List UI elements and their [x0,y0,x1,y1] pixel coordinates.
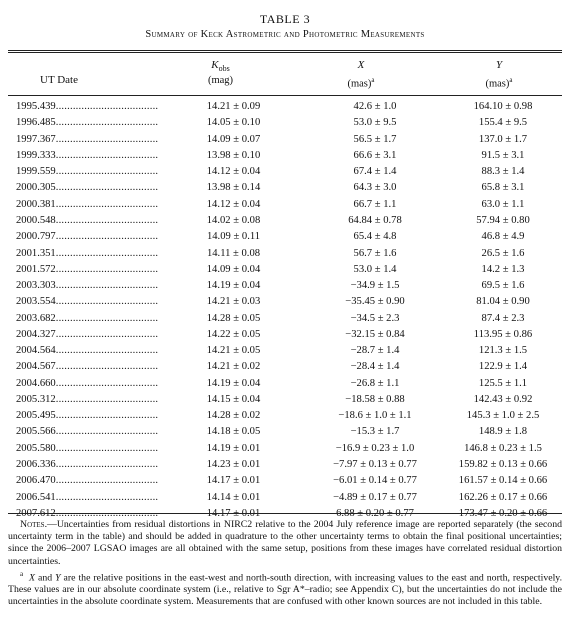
header-ut-date: UT Date [40,74,78,86]
date-value: 2003.554 [16,296,56,308]
cell-k: 14.11 ± 0.08 [206,247,261,259]
header-y [440,58,558,72]
date-value: 2004.567 [16,361,56,373]
dot-leader: .................................... [55,312,159,324]
cell-k: 13.98 ± 0.14 [206,182,261,194]
cell-x: −18.58 ± 0.88 [345,393,405,405]
footnote-text: are the relative positions in the east-west and north-south direction, with increasing values to the east and north, respectively. These values are in our absolute coordinate system (i.e., relative to Sgr A*–radio; see Appendix C), but the uncertainties do not include the uncertainties in the absolute coordinate system. Measurements that are confused with other known sources are not included in this table. [8,572,563,608]
dot-leader: .................................... [55,149,159,161]
cell-y: 173.47 ± 0.20 ± 0.66 [458,507,548,519]
cell-y: 164.10 ± 0.98 [473,101,533,113]
cell-k: 14.21 ± 0.02 [206,361,261,373]
cell-x: −6.01 ± 0.14 ± 0.77 [333,475,417,487]
footnote-marker: a [20,569,24,578]
cell-k: 14.23 ± 0.01 [206,458,261,470]
cell-date [8,457,161,473]
header-k-sub: obs [218,64,230,74]
cell-y: 122.9 ± 1.4 [478,361,528,373]
date-value: 2004.660 [16,377,56,389]
cell-y: 46.8 ± 4.9 [481,231,525,243]
cell-date [8,164,161,180]
cell-date [8,392,161,408]
header-y-sup: a [509,76,513,84]
date-value: 1996.485 [16,117,56,129]
cell-y: 121.3 ± 1.5 [478,345,528,357]
header-y-label: Y [495,59,503,71]
table-row [8,148,562,164]
cell-k: 14.17 ± 0.01 [206,475,261,487]
cell-date [8,213,161,229]
table-row [8,441,562,457]
dot-leader: .................................... [55,475,159,487]
cell-k: 14.22 ± 0.05 [206,328,261,340]
dot-leader: .................................... [55,182,159,194]
cell-y: 57.94 ± 0.80 [476,214,530,226]
date-value: 2001.351 [16,247,56,259]
cell-date [8,424,161,440]
cell-x: 64.3 ± 3.0 [353,182,397,194]
cell-y: 145.3 ± 1.0 ± 2.5 [466,410,540,422]
cell-k: 14.19 ± 0.04 [206,377,261,389]
cell-y: 155.4 ± 9.5 [478,117,528,129]
dot-leader: .................................... [55,198,159,210]
date-value: 2006.470 [16,475,56,487]
date-value: 1995.439 [16,101,56,113]
cell-k: 14.09 ± 0.11 [206,231,261,243]
header-x [292,58,430,72]
table-row [8,457,562,473]
date-value: 2004.564 [16,345,56,357]
dot-leader: .................................... [55,393,159,405]
dot-leader: .................................... [55,426,159,438]
notes-dash: — [47,519,57,530]
cell-date [8,148,161,164]
dot-leader: .................................... [55,507,159,519]
cell-x: 65.4 ± 4.8 [353,231,397,243]
cell-y: 159.82 ± 0.13 ± 0.66 [458,458,548,470]
cell-date [8,278,161,294]
cell-k: 14.18 ± 0.05 [206,426,261,438]
cell-k: 14.21 ± 0.09 [206,101,261,113]
cell-date [8,441,161,457]
cell-y: 14.2 ± 1.3 [481,263,525,275]
cell-y: 65.8 ± 3.1 [481,182,525,194]
dot-leader: .................................... [55,280,159,292]
cell-y: 148.9 ± 1.8 [478,426,528,438]
cell-x: −15.3 ± 1.7 [350,426,400,438]
cell-k: 14.19 ± 0.01 [206,442,261,454]
header-y-unit-wrap [440,74,558,91]
cell-date [8,473,161,489]
cell-x: 56.7 ± 1.6 [353,247,397,259]
notes-paragraph [8,519,562,568]
header-x-unit-wrap [292,74,430,91]
table-row [8,115,562,131]
date-value: 2001.572 [16,263,56,275]
table-row [8,310,562,326]
table-row [8,489,562,505]
table-number: TABLE 3 [259,12,311,26]
table-row [8,327,562,343]
table-row [8,180,562,196]
cell-x: 66.6 ± 3.1 [353,149,397,161]
date-value: 2003.682 [16,312,56,324]
table-row [8,99,562,115]
table-row [8,294,562,310]
table-row [8,392,562,408]
dot-leader: .................................... [55,361,159,373]
cell-date [8,408,161,424]
cell-date [8,327,161,343]
notes-label: Notes. [20,519,48,530]
cell-y: 162.26 ± 0.17 ± 0.66 [458,491,548,503]
footnote-a [8,568,562,609]
cell-x: 53.0 ± 1.4 [353,263,397,275]
date-value: 2006.541 [16,491,56,503]
cell-y: 87.4 ± 2.3 [481,312,525,324]
date-value: 2007.612 [16,507,56,519]
cell-x: 56.5 ± 1.7 [353,133,397,145]
dot-leader: .................................... [55,328,159,340]
cell-x: −28.4 ± 1.4 [350,361,400,373]
cell-y: 88.3 ± 1.4 [481,166,525,178]
table-notes [8,519,562,609]
table-row [8,473,562,489]
date-value: 2000.381 [16,198,56,210]
dot-leader: .................................... [55,377,159,389]
dot-leader: .................................... [55,117,159,129]
bottom-rule [8,513,562,514]
table-caption: Summary of Keck Astrometric and Photometric Measurements [145,29,425,40]
date-value: 1999.333 [16,149,56,161]
cell-k: 14.02 ± 0.08 [206,214,261,226]
table-row [8,408,562,424]
cell-y: 26.5 ± 1.6 [481,247,525,259]
date-value: 2006.336 [16,458,56,470]
cell-y: 91.5 ± 3.1 [481,149,525,161]
date-value: 2005.495 [16,410,56,422]
cell-y: 113.95 ± 0.86 [473,328,533,340]
date-value: 2005.580 [16,442,56,454]
cell-x: 64.84 ± 0.78 [348,214,402,226]
cell-date [8,115,161,131]
date-value: 2003.303 [16,280,56,292]
header-rule [8,95,562,96]
measurements-table [8,99,562,522]
cell-date [8,229,161,245]
date-value: 2000.548 [16,214,56,226]
dot-leader: .................................... [55,458,159,470]
table-row [8,245,562,261]
cell-k: 14.21 ± 0.05 [206,345,261,357]
cell-x: 53.0 ± 9.5 [353,117,397,129]
footnote-and: and [37,572,53,584]
cell-k: 14.14 ± 0.01 [206,491,261,503]
date-value: 2000.305 [16,182,56,194]
cell-y: 161.57 ± 0.14 ± 0.66 [458,475,548,487]
cell-x: 42.6 ± 1.0 [353,101,397,113]
table-row [8,132,562,148]
cell-y: 125.5 ± 1.1 [478,377,528,389]
notes-text: Uncertainties from residual distortions in NIRC2 relative to the 2004 July reference image are reported separately (the second uncertainty term in the table) and should be added in quadrature to the other uncertainty terms to obtain the final positional uncertainties; since the 2006–2007 LGSAO images are all obtained with the same setup, positions from these images have correlated residual distortion uncertainties. [8,519,562,567]
cell-x: 6.88 ± 0.20 ± 0.77 [336,507,414,519]
footnote-y: Y [55,572,61,584]
cell-k: 14.15 ± 0.04 [206,393,261,405]
table-row [8,359,562,375]
cell-date [8,180,161,196]
cell-y: 69.5 ± 1.6 [481,280,525,292]
cell-date [8,245,161,261]
table-row [8,164,562,180]
cell-k: 14.09 ± 0.04 [206,263,261,275]
dot-leader: .................................... [55,133,159,145]
cell-y: 142.43 ± 0.92 [473,393,533,405]
table-row [8,262,562,278]
cell-x: −28.7 ± 1.4 [350,345,400,357]
table-row [8,343,562,359]
cell-x: −35.45 ± 0.90 [345,296,405,308]
cell-k: 14.12 ± 0.04 [206,198,261,210]
measurements-body [8,99,562,522]
cell-x: 66.7 ± 1.1 [353,198,397,210]
date-value: 2004.327 [16,328,56,340]
cell-x: −34.5 ± 2.3 [350,312,400,324]
cell-k: 14.17 ± 0.01 [206,507,261,519]
header-x-sup: a [371,76,375,84]
cell-y: 146.8 ± 0.23 ± 1.5 [464,442,542,454]
top-rule [8,50,562,51]
dot-leader: .................................... [55,491,159,503]
cell-k: 14.09 ± 0.07 [206,133,261,145]
cell-date [8,343,161,359]
top-rule-double [8,52,562,53]
cell-x: −16.9 ± 0.23 ± 1.0 [335,442,415,454]
cell-x: 67.4 ± 1.4 [353,166,397,178]
table-row [8,197,562,213]
cell-k: 13.98 ± 0.10 [206,149,261,161]
cell-date [8,197,161,213]
cell-k: 14.21 ± 0.03 [206,296,261,308]
cell-x: −32.15 ± 0.84 [345,328,405,340]
table-row [8,424,562,440]
header-y-unit: (mas) [485,78,510,90]
date-value: 2005.566 [16,426,56,438]
cell-y: 137.0 ± 1.7 [478,133,528,145]
cell-k: 14.28 ± 0.05 [206,312,261,324]
dot-leader: .................................... [55,442,159,454]
header-x-unit: (mas) [347,78,372,90]
cell-date [8,359,161,375]
cell-k: 14.28 ± 0.02 [206,410,261,422]
header-x-label: X [357,59,365,71]
cell-k: 14.12 ± 0.04 [206,166,261,178]
cell-date [8,132,161,148]
cell-x: −7.97 ± 0.13 ± 0.77 [333,458,417,470]
cell-x: −18.6 ± 1.0 ± 1.1 [338,410,412,422]
dot-leader: .................................... [55,214,159,226]
cell-date [8,376,161,392]
dot-leader: .................................... [55,166,159,178]
dot-leader: .................................... [55,101,159,113]
dot-leader: .................................... [55,263,159,275]
date-value: 2005.312 [16,393,56,405]
dot-leader: .................................... [55,296,159,308]
cell-x: −26.8 ± 1.1 [350,377,400,389]
dot-leader: .................................... [55,247,159,259]
date-value: 2000.797 [16,231,56,243]
dot-leader: .................................... [55,410,159,422]
table-row [8,278,562,294]
cell-y: 81.04 ± 0.90 [476,296,530,308]
cell-date [8,294,161,310]
table-row [8,213,562,229]
cell-date [8,262,161,278]
cell-y: 63.0 ± 1.1 [481,198,525,210]
header-k-label: K [211,59,219,71]
cell-x: −4.89 ± 0.17 ± 0.77 [333,491,417,503]
date-value: 1997.367 [16,133,56,145]
date-value: 1999.559 [16,166,56,178]
cell-date [8,489,161,505]
dot-leader: .................................... [55,345,159,357]
cell-k: 14.19 ± 0.04 [206,280,261,292]
cell-date [8,99,161,115]
footnote-x: X [29,572,36,584]
dot-leader: .................................... [55,231,159,243]
header-k-unit: (mag) [207,75,234,86]
cell-x: −34.9 ± 1.5 [350,280,400,292]
table-row [8,376,562,392]
cell-date [8,310,161,326]
table-row [8,229,562,245]
cell-k: 14.05 ± 0.10 [206,117,261,129]
